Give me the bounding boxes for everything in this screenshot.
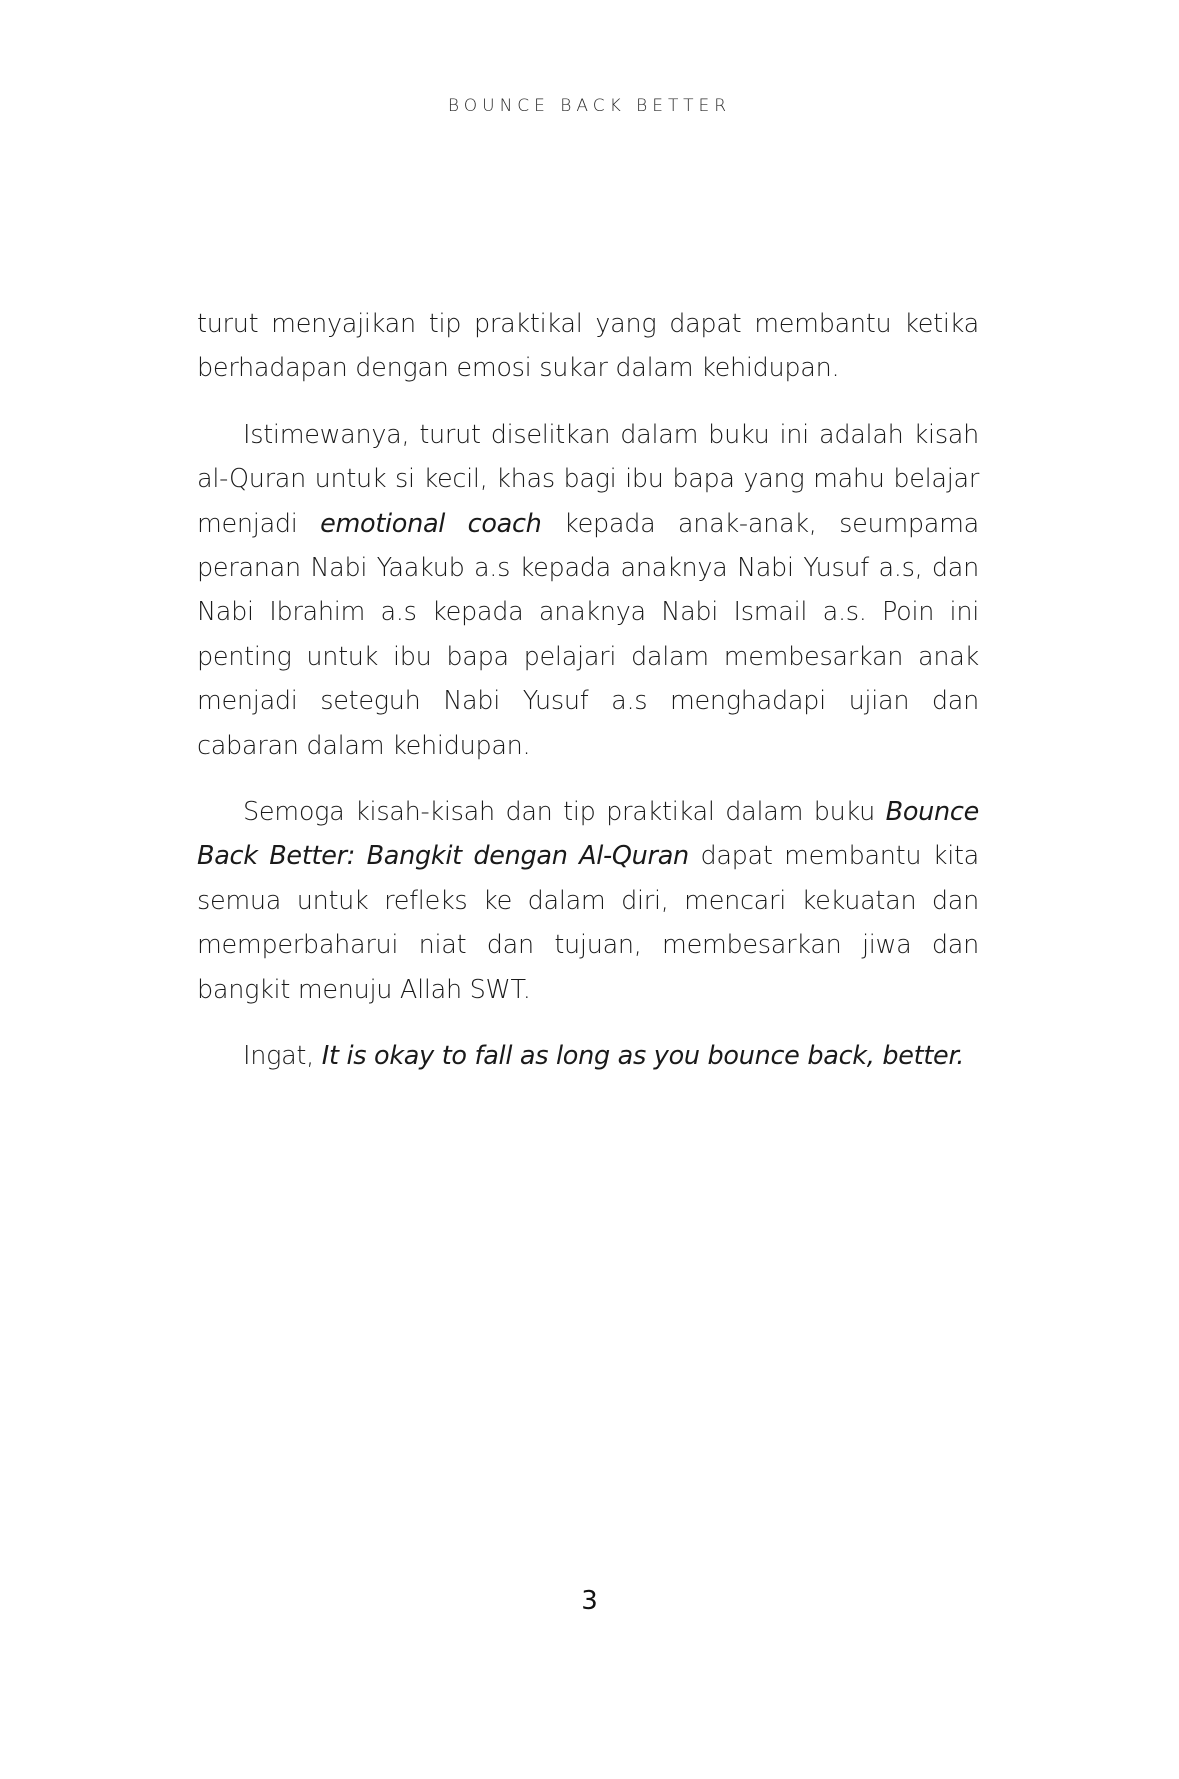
paragraph-4 [197, 1034, 979, 1078]
paragraph-1 [197, 302, 979, 391]
paragraph-2-emphasis: emotional coach [320, 508, 542, 539]
paragraph-3-text-a: Semoga kisah-kisah dan tip praktikal dalam buku [243, 797, 886, 828]
body-text [197, 302, 979, 1101]
paragraph-1-text: turut menyajikan tip praktikal yang dapat membantu ketika berhadapan dengan emosi sukar dalam kehidupan. [197, 309, 979, 384]
running-header-title: BOUNCE BACK BETTER [447, 96, 732, 116]
paragraph-2-text-b: kepada anak-anak, seumpama peranan Nabi Yaakub a.s kepada anaknya Nabi Yusuf a.s, dan Nabi Ibrahim a.s kepada anaknya Nabi Ismail a.s. Poin ini penting untuk ibu bapa pelajari dalam membesarkan anak menjadi seteguh Nabi Yusuf a.s menghadapi ujian dan cabaran dalam kehidupan. [197, 508, 979, 761]
paragraph-3 [197, 790, 979, 1012]
paragraph-4-quote: It is okay to fall as long as you bounce back, better. [321, 1041, 965, 1072]
page-number: 3 [581, 1586, 598, 1616]
paragraph-3-text-b: dapat membantu kita semua untuk refleks ke dalam diri, mencari kekuatan dan memperbaharui niat dan tujuan, membesarkan jiwa dan bangkit menuju Allah SWT. [197, 841, 979, 1005]
paragraph-4-text-a: Ingat, [243, 1041, 322, 1072]
paragraph-2-text-a: Istimewanya, turut diselitkan dalam buku ini adalah kisah al-Quran untuk si kecil, khas bagi ibu bapa yang mahu belajar menjadi [197, 419, 979, 539]
paragraph-2 [197, 413, 979, 768]
paragraph-3-book-title: Bounce Back Better: Bangkit dengan Al-Quran [197, 797, 979, 872]
